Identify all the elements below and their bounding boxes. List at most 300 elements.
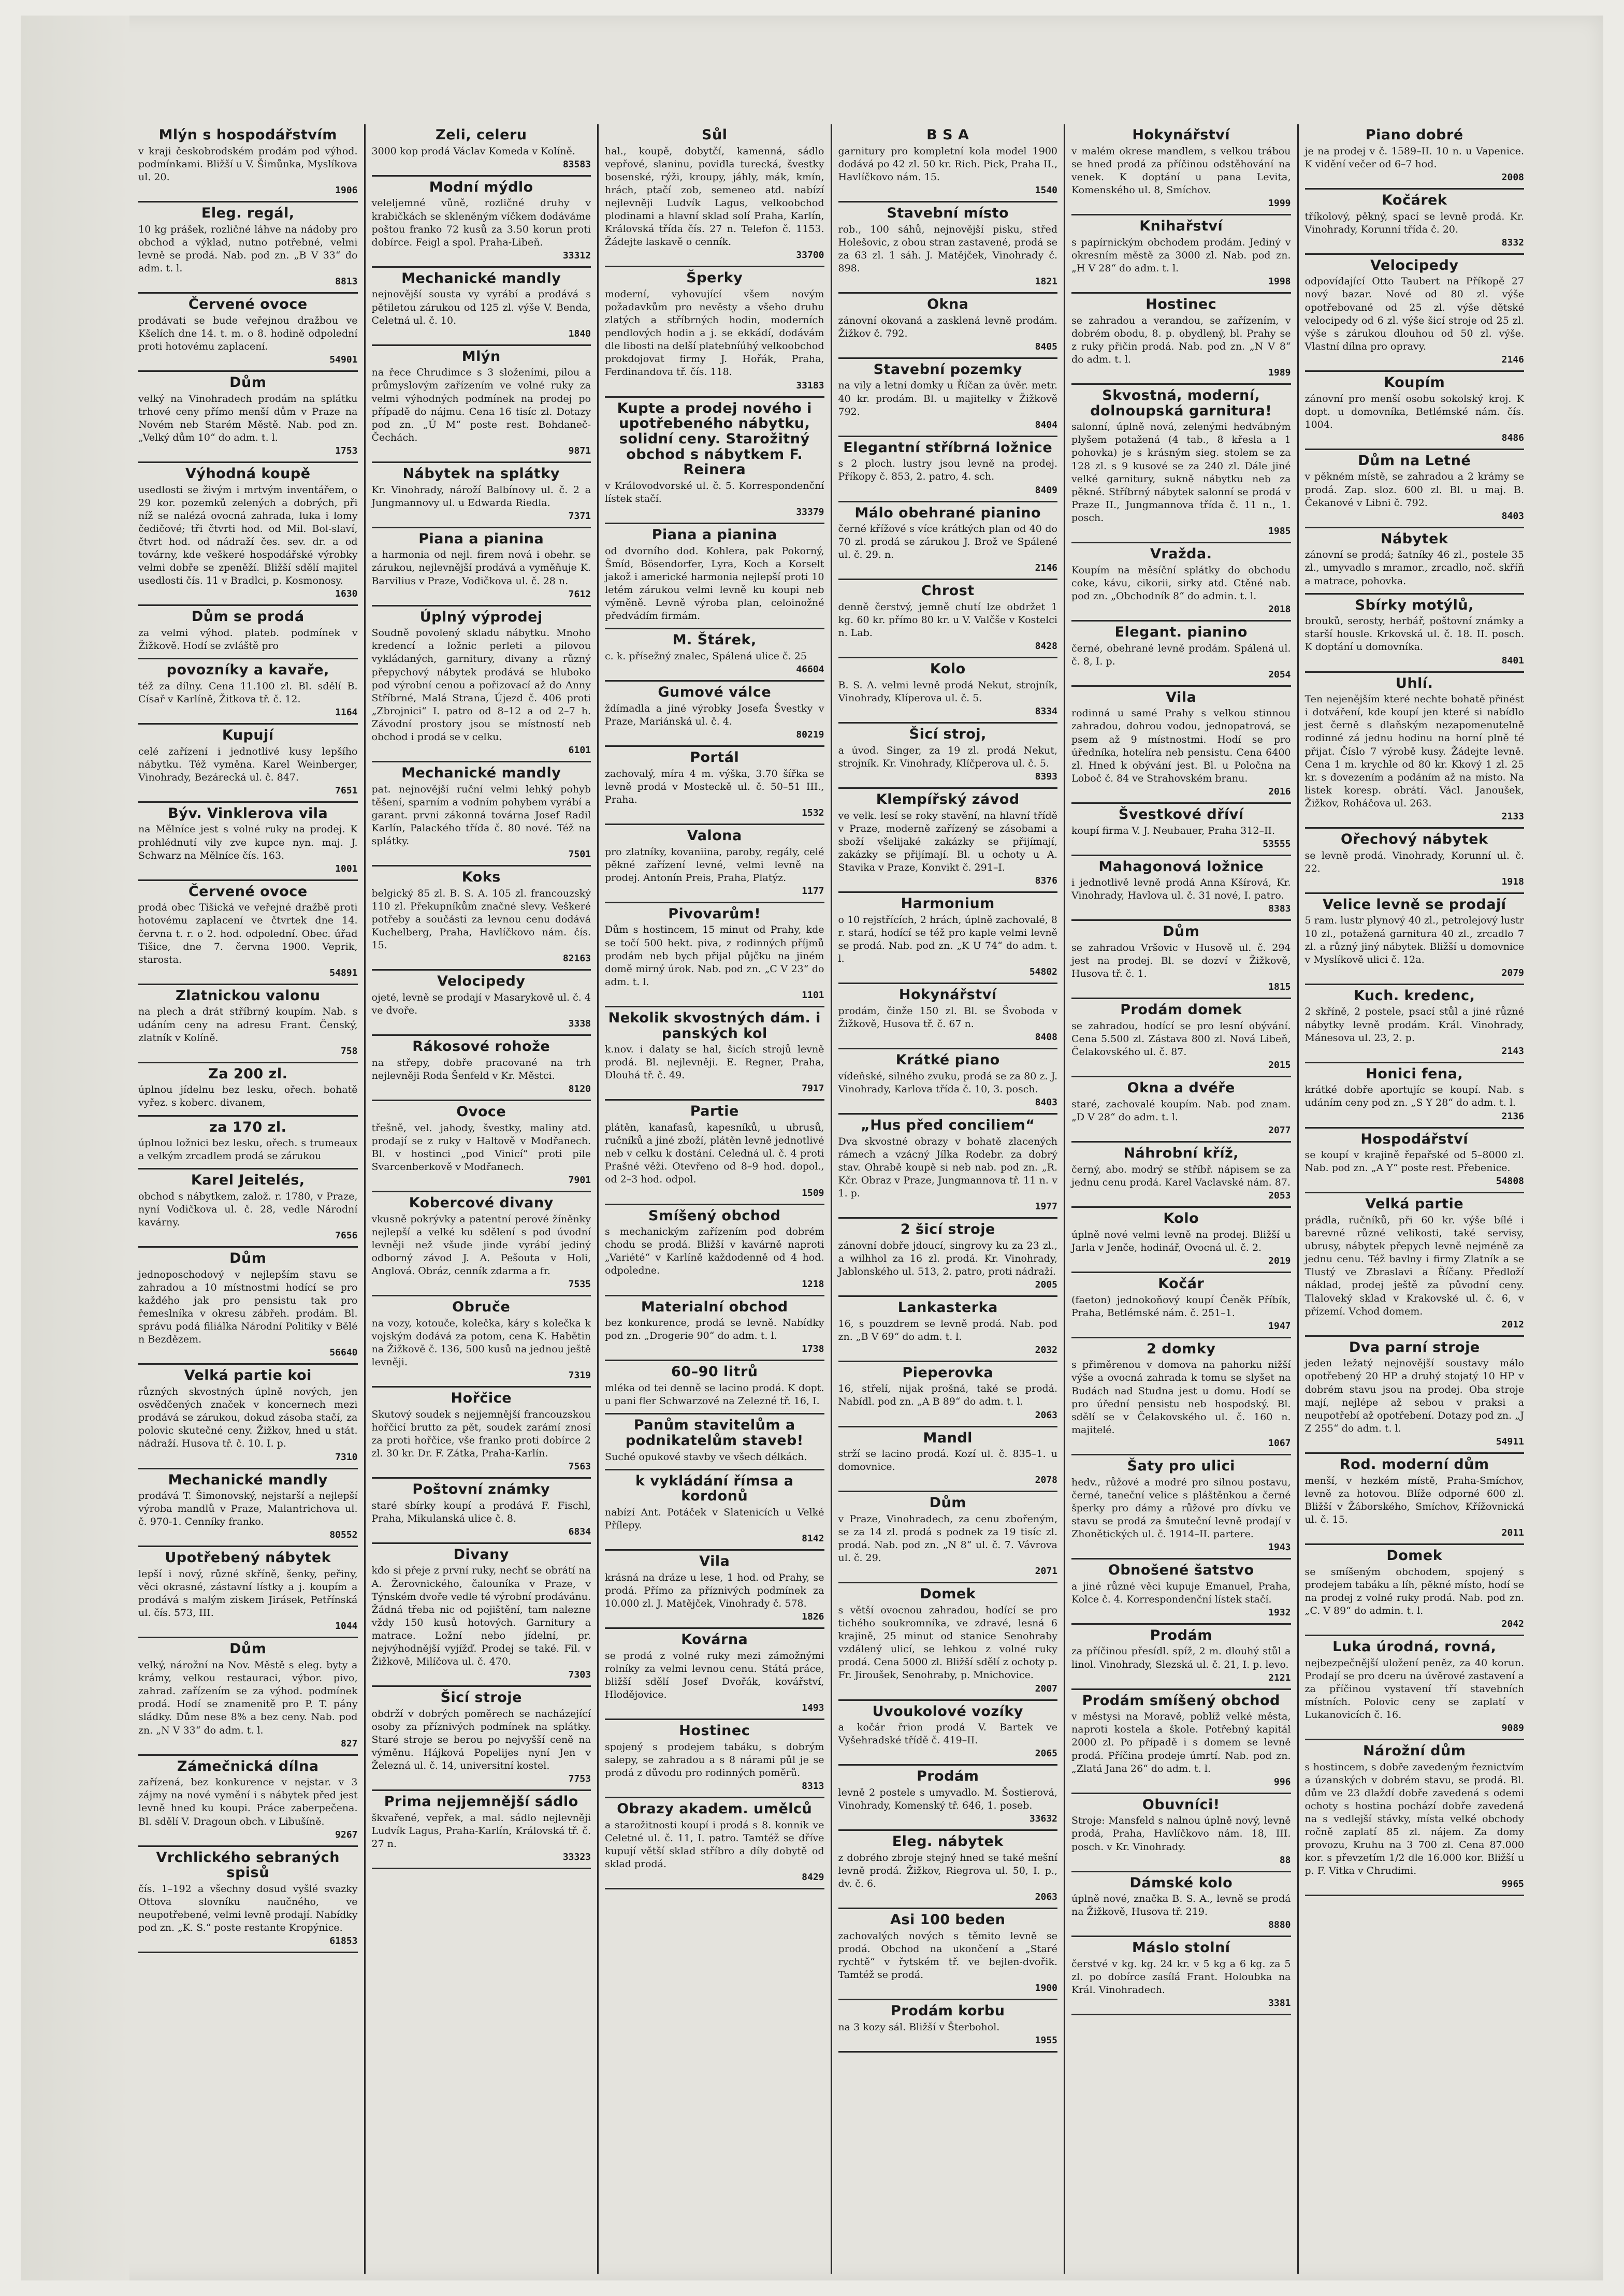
ad-text: černý, abo. modrý se stříbř. nápisem se za jednu cenu prodá. Karel Vaclavské nám. 87. (1071, 1163, 1291, 1188)
ad-text: Ten nejenějším které nechte bohatě přinést i dotváření, kde koupí jen které si nabídlo jest černě s dlaňským nezapomenutelně rodinné zá jednu hodinu na horní plně té přijat. Číslo 7 výrobě kusy. Žádejte levně. Cena 1 m. krychle od 80 kr. Kkový 1 zl. 25 kr. s dovezením a podáním až na místo. Na listek koresp. obrátí. Václ. Janoušek, Žižkov, Roháčova ul. 263. (1304, 694, 1524, 809)
ad-text: na plech a drát stříbrný koupím. Nab. s udáním ceny na adresu Frant. Čenský, zlatník v Kolíně. (138, 1006, 358, 1044)
ad-text: prodává T. Šimonovský, nejstarší a nejlepší výroba mandlů v Praze, Malantrichova ul. č. 970-1. Cenníky franko. (138, 1490, 358, 1528)
classified-ad (605, 398, 824, 525)
classified-ad (1071, 1937, 1291, 2015)
ad-heading: Vražda. (1150, 545, 1212, 562)
ad-text: prodám, činže 150 zl. Bl. se Švoboda v Žižkově, Husova tř. č. 67 n. (838, 1005, 1057, 1030)
classified-ad (1305, 1636, 1525, 1740)
ad-text: a jiné různé věci kupuje Emanuel, Praha, Kolce č. 4. Korrespondenční lístek stačí. (1071, 1580, 1291, 1605)
ad-code: 1900 (1035, 1983, 1057, 1994)
ad-heading: Asi 100 beden (890, 1912, 1006, 1928)
ad-heading: Nábytek na splátky (402, 465, 560, 482)
ad-text: bez konkurence, prodá se levně. Nabídky pod zn. „Drogerie 90“ do adm. t. l. (605, 1317, 824, 1342)
ad-text: Kr. Vinohrady, nároží Balbínovy ul. č. 2 a Jungmannovy ul. u Edwarda Riedla. (371, 484, 591, 509)
ad-text: na řece Chrudimce s 3 složeními, pilou a průmyslovým zařízením ve volné ruky za velmi výhodných podmínek na prodej po případě do nájmu. Cena 16 tisíc zl. Dotazy pod zn. „Ú M“ poste rest. Bohdaneč-Čechách. (371, 367, 591, 443)
ad-text: úplně nové, značka B. S. A., levně se prodá na Žižkově, Husova tř. 219. (1071, 1893, 1291, 1918)
ad-text: s větší ovocnou zahradou, hodící se pro tichého soukromníka, ve zdravé, lesná 6 krajině, 25 minut od stanice Senohraby vzdálený ulicí, se lehkou z volné ruky prodá. Cena 5000 zl. Bližší sdělí z ochoty p. Fr. Jiroušek, Senohraby, p. Mnichovice. (838, 1605, 1057, 1681)
ad-code: 8880 (1268, 1919, 1291, 1931)
ad-heading: Velká partie koi (184, 1367, 312, 1384)
ad-text: černé křížové s více krátkých plan od 40 do 70 zl. prodá se zárukou J. Brož ve Spálené ul. č. 29. n. (838, 523, 1057, 561)
ad-heading: Mlýn s hospodářstvím (158, 127, 337, 143)
ad-text: se prodá z volné ruky mezi zámožnými rolníky za velmi levnou cenu. Státá práce, bližší sdělí Josef Dvořák, kovářství, Hlodějovice. (605, 1650, 824, 1701)
classified-ad (1071, 385, 1291, 543)
ad-heading: 2 domky (1147, 1340, 1216, 1357)
ad-text: nejnovější sousta vy vyrábí a prodává s pětiletou zárukou od 125 zl. výše V. Benda, Celetná ul. č. 10. (371, 288, 591, 326)
ad-heading: Velká partie (1365, 1196, 1464, 1212)
ad-text: zánovní se prodá; šatníky 46 zl., postele 35 zl., umyvadlo s mramor., zrcadlo, noč. skříň a matrace, pohovka. (1304, 549, 1524, 587)
ad-text: v Královodvorské ul. č. 5. Korrespondenční lístek stačí. (605, 480, 824, 505)
ad-text: nejbezpečnější uložení peněz, za 40 korun. Prodají se pro dceru na úvěrové zastavení a za příčinou vystavení tří stavebních místních. Polovic ceny se zaplatí v Lukanovicích č. 16. (1304, 1657, 1524, 1721)
ad-code: 1509 (802, 1187, 824, 1198)
ad-text: krátké dobře aportujíc se koupí. Nab. s udáním ceny pod zn. „S Y 28“ do adm. t. l. (1304, 1084, 1524, 1109)
ad-code: 1218 (802, 1278, 824, 1290)
ad-text: rodinná u samé Prahy s velkou stinnou zahradou, dohrou vodou, jednopatrová, se psem až 9 místnostmi. Hodí se pro úředníka, hotelíra neb pensistu. Cena 6400 zl. Hned k obývání jest. Bl. u Poločna na Loboč č. 84 ve Strahovském branu. (1071, 707, 1291, 784)
ad-code: 7753 (568, 1773, 591, 1785)
classified-ad (138, 881, 358, 985)
classified-ad (372, 762, 591, 867)
ad-text: úplnou jídelnu bez lesku, ořech. bohatě vyřez. s koberc. divanem, (138, 1084, 358, 1109)
ad-code: 2015 (1268, 1060, 1291, 1071)
ad-code: 3338 (568, 1018, 591, 1029)
ad-code: 2077 (1268, 1125, 1291, 1136)
classified-ad (372, 1791, 591, 1869)
ad-text: na vozy, kotouče, kolečka, káry s kolečka k vojským dodává za potom, cena K. Habětin na Žižkově č. 136, 500 kusů na jednou ještě levněji. (371, 1317, 591, 1368)
ad-text: za příčinou přesídl. spíž, 2 m. dlouhý stůl a linol. Vinohrady, Slezská ul. č. 21, I. p. levo. (1071, 1645, 1291, 1670)
ad-heading: Velocipedy (437, 973, 526, 990)
ad-text: salonní, úplně nová, zelenými hedvábným plyšem potažená (4 tab., 8 křesla a 1 pohovka) je s krásným sieg. stolem se za 128 zl. s 9 kusové se za 240 zl. Dále jiné velké garnitury, sukně nábytku neb za pěkné. Stříbrný nábytek salonní se prodá v Praze II., Jungmannova třída č. 11 n., 1. posch. (1071, 421, 1291, 524)
ad-text: k.nov. i dalaty se hal, šicích strojů levně prodá. Bl. nejlevněji. E. Regner, Praha, Dlouhá tř. č. 49. (605, 1044, 824, 1081)
ad-text: Koupím na měsíční splátky do obchodu coke, kávu, cikorii, sirky atd. Ctěné nab. pod zn. „Obchodník 8“ do admin. t. l. (1071, 564, 1291, 602)
ad-code: 7535 (568, 1278, 591, 1290)
ad-heading: k vykládání římsa a kordonů (635, 1472, 794, 1505)
ad-code: 8313 (802, 1781, 824, 1792)
ad-text: strží se lacino prodá. Kozí ul. č. 835–1. u domovnice. (838, 1448, 1057, 1473)
ad-heading: „Hus před conciliem“ (861, 1117, 1035, 1133)
ad-code: 1918 (1501, 876, 1524, 887)
classified-ad (838, 359, 1058, 437)
ad-heading: Šperky (686, 270, 743, 286)
ad-code: 1932 (1268, 1607, 1291, 1618)
ad-text: zánovní pro menší osobu sokolský kroj. K dopt. u domovníka, Betlémské nám. čís. 1004. (1304, 393, 1524, 430)
classified-ad (605, 1470, 824, 1551)
ad-text: s 2 ploch. lustry jsou levně na prodej. Příkopy č. 853, 2. patro, 4. sch. (838, 458, 1057, 483)
ad-code: 33632 (1029, 1813, 1057, 1825)
classified-ad (1305, 1740, 1525, 1896)
ad-code: 33379 (796, 507, 824, 518)
ad-heading: Okna a dvéře (1127, 1080, 1235, 1096)
newspaper-page (21, 16, 1603, 2280)
ad-heading: Hostinec (1146, 296, 1217, 312)
ad-code: 1943 (1268, 1541, 1291, 1553)
classified-ad (1305, 255, 1525, 372)
ad-heading: Výhodná koupě (185, 465, 311, 482)
classified-ad (1305, 1454, 1525, 1545)
ad-code: 7310 (335, 1451, 358, 1463)
ad-heading: Mechanické mandly (401, 765, 561, 781)
classified-ad (372, 346, 591, 463)
ad-code: 1540 (1035, 184, 1057, 196)
ad-code: 8408 (1035, 1031, 1057, 1043)
ad-heading: Šaty pro ulici (1127, 1457, 1235, 1474)
classified-ad (1071, 543, 1291, 622)
ad-text: a kočár řrion prodá V. Bartek ve Vyšehradské třídě č. 419–II. (838, 1722, 1057, 1746)
column-5 (1065, 124, 1299, 2274)
ad-code: 2008 (1501, 171, 1524, 183)
ad-code: 1821 (1035, 276, 1057, 287)
ad-heading: povozníky a kavaře, (166, 662, 329, 678)
ad-heading: 2 šicí stroje (900, 1221, 995, 1237)
ad-text: i jednotlivě levně prodá Anna Kšírová, Kr. Vinohrady, Havlova ul. č. 31 nové, I. patro. (1071, 877, 1291, 902)
ad-heading: Sbírky motýlů, (1355, 597, 1474, 613)
ad-heading: Mahagonová ložnice (1098, 858, 1264, 875)
ad-heading: Šicí stroje (440, 1689, 522, 1706)
ad-code: 82163 (562, 953, 591, 964)
ad-heading: Eleg. nábytek (892, 1833, 1004, 1850)
ad-text: levně 2 postele s umyvadlo. M. Šostierová, Vinohrady, Komenský tř. 646, 1. poseb. (838, 1787, 1057, 1812)
classified-ad (138, 985, 358, 1063)
classified-ad (372, 528, 591, 607)
ad-code: 7371 (568, 510, 591, 522)
classified-ad (1305, 124, 1525, 190)
ad-heading: Kočárek (1382, 192, 1447, 208)
ad-code: 9089 (1501, 1722, 1524, 1734)
ad-code: 8404 (1035, 419, 1057, 430)
ad-code: 33312 (562, 250, 591, 261)
ad-heading: Skvostná, moderní, dolnoupská garnitura! (1090, 387, 1272, 419)
ad-heading: Dům (229, 1250, 267, 1267)
classified-ad (1305, 1337, 1525, 1454)
ad-code: 1101 (802, 989, 824, 1001)
ad-code: 1177 (802, 885, 824, 897)
classified-ad (838, 1909, 1058, 2000)
classified-ad (1305, 595, 1525, 673)
ad-code: 1001 (335, 863, 358, 874)
classified-ad (138, 1847, 358, 1954)
classified-ad (372, 1687, 591, 1791)
ad-heading: Červené ovoce (188, 883, 308, 900)
ad-code: 2053 (1268, 1190, 1291, 1201)
classified-ad (1071, 1077, 1291, 1143)
ad-text: zánovní dobře jdoucí, singrovy ku za 23 zl., a wilhhol za 16 zl. prodá. Kr. Vinohrady, Jablonského ul. 513, 2. patro, proti nádraží. (838, 1239, 1057, 1277)
classified-ad (605, 1296, 824, 1362)
ad-heading: Krátké piano (895, 1051, 1000, 1068)
ad-text: usedlosti se živým i mrtvým inventářem, o 29 kor. pozemků zelených a dobrých, při níž se nalézá ovocná zahrada, luka i lomy čedičové; tři čtvrti hod. od Mil. Bol-slaví, čtvrt hod. od nádraží čes. sev. dr. a od továrny, kde veškeré hospodářské výrobky velmi dobře se zpeněží. Bližší sdělí majitel usedlosti čís. 11 v Bradlci, p. Kosmonosy. (138, 484, 358, 587)
classified-ad (372, 1101, 591, 1192)
ad-heading: Piana a pianina (651, 527, 777, 543)
ad-code: 88 (1279, 1854, 1291, 1866)
ad-text: denně čerstvý, jemně chutí lze obdržet 1 kg. 60 kr. přímo 80 kr. u V. Valčše v Kostelci n. Lab. (838, 601, 1057, 639)
classified-ad (1305, 673, 1525, 829)
classified-ad (838, 580, 1058, 658)
ad-code: 1999 (1268, 198, 1291, 209)
ad-heading: Nárožní dům (1363, 1742, 1466, 1759)
ad-heading: Eleg. regál, (201, 205, 295, 221)
ad-text: čís. 1–192 a všechny dosud vyšlé svazky Ottova slovníku naučného, ve neupotřebené, velmi levně prodají. Nabídky pod zn. „K. S.“ poste restante Kropýnice. (138, 1883, 358, 1934)
classified-ad (138, 1248, 358, 1365)
ad-code: 1998 (1268, 276, 1291, 287)
classified-ad (1305, 1545, 1525, 1636)
classified-ad (838, 1219, 1058, 1297)
ad-code: 9871 (568, 445, 591, 456)
classified-ad (138, 1638, 358, 1755)
classified-ad (838, 1492, 1058, 1583)
ad-heading: Málo obehrané pianino (854, 504, 1041, 521)
ad-code: 83583 (562, 158, 591, 170)
ad-heading: Okna (927, 296, 969, 312)
ad-code: 2012 (1501, 1319, 1524, 1330)
ad-heading: Kočár (1158, 1275, 1205, 1292)
classified-ad (1071, 1143, 1291, 1208)
ad-text: na střepy, dobře pracované na trh nejlevněji Roda Šenfeld v Kr. Městci. (371, 1057, 591, 1081)
ad-code: 2143 (1501, 1045, 1524, 1057)
ad-code: 9965 (1501, 1879, 1524, 1890)
ad-heading: Stavební místo (887, 205, 1009, 221)
ad-heading: Elegant. pianino (1114, 624, 1248, 640)
ad-heading: Velice levně se prodají (1322, 896, 1506, 913)
ad-text: (faeton) jednokoňový koupí Čeněk Příbík, Praha, Betlémské nám. č. 251–1. (1071, 1294, 1291, 1319)
classified-ad (605, 903, 824, 1007)
classified-ad (605, 124, 824, 267)
ad-heading: Dům (1163, 923, 1200, 940)
classified-ad (138, 1117, 358, 1170)
ad-heading: Kolo (1163, 1210, 1199, 1226)
ad-code: 8429 (802, 1872, 824, 1883)
ad-text: nabízí Ant. Potáček v Slatenicích u Velké Přílepy. (605, 1507, 824, 1532)
classified-ad (605, 524, 824, 629)
classified-ad (1071, 1273, 1291, 1338)
ad-heading: Vila (1166, 689, 1197, 705)
ad-text: ve velk. lesí se roky stavění, na hlavní třídě v Praze, moderně zařízený se zásobami a sboží všelijaké zakázky se přijímají, zakázky se přijímají. Bl. u ochoty u A. Stavika v Praze, Konvikt č. 291–I. (838, 810, 1057, 874)
ad-text: je na prodej v č. 1589–II. 10 n. u Vapenice. K vidění večer od 6–7 hod. (1304, 145, 1524, 170)
ad-text: zachovalých nových s těmito levně se prodá. Obchod na ukončení a „Staré rychtě“ v řytském tř. ve bejlen-dvořik. Tamtéž se prodá. (838, 1930, 1057, 1981)
ad-code: 8405 (1035, 341, 1057, 352)
ad-heading: Dům (229, 374, 267, 391)
ad-code: 8401 (1501, 655, 1524, 666)
classified-ad (605, 267, 824, 397)
ad-heading: Dva parní stroje (1349, 1339, 1480, 1355)
classified-ad (605, 682, 824, 747)
classified-ad (1305, 985, 1525, 1063)
classified-ad (605, 1007, 824, 1101)
ad-code: 7303 (568, 1669, 591, 1681)
classified-ad (372, 1388, 591, 1479)
ad-heading: Dům (929, 1495, 966, 1511)
ad-text: obdrží v dobrých poměrech se nacházející osoby za příznivých podmínek na splátky. Staré stroje se berou po nejvyšší ceně na výměnu. Hájková Popelijes nyní Jen v Železná ul. č. 14, universitní kostel. (371, 1708, 591, 1772)
ad-heading: B S A (926, 127, 969, 143)
ad-text: se koupí v krajině řepařské od 5–8000 zl. Nab. pod zn. „A Y“ poste rest. Přebenice. (1304, 1149, 1524, 1174)
classified-ad (372, 1296, 591, 1388)
ad-code: 1044 (335, 1621, 358, 1632)
ad-text: různých skvostných úplně nových, jen osvědčených značek v koncernech mezi prodává se zárukou, dokud zásoba stačí, za polovic skutečné ceny. Žižkov, hned u stát. nádraží. Husova tř. č. 10. I. p. (138, 1386, 358, 1450)
ad-text: 16, s pouzdrem se levně prodá. Nab. pod zn. „B V 69“ do adm. t. l. (838, 1318, 1057, 1342)
ad-code: 8813 (335, 276, 358, 287)
ad-code: 1989 (1268, 367, 1291, 378)
classified-ad (372, 1036, 591, 1101)
classified-ad (372, 867, 591, 971)
ad-text: z dobrého zbroje stejný hned se také mešní levně prodá. Žižkov, Riegrova ul. 50, I. p., dv. č. 6. (838, 1852, 1057, 1890)
ad-text: zařízená, bez konkurence v nejstar. v 3 zájmy na nové vymění i s nábytek před jest levně hned ku koupi. Práce zaberpečena. Bl. sdělí V. Dragoun obch. v Libušíně. (138, 1777, 358, 1827)
classified-ad (138, 606, 358, 659)
ad-heading: Rákosové rohože (412, 1038, 550, 1055)
ad-code: 8428 (1035, 641, 1057, 652)
ad-code: 8334 (1035, 706, 1057, 717)
ad-code: 2016 (1268, 786, 1291, 797)
ad-text: se zahradou, hodící se pro lesní obývání. Cena 5.500 zl. Zástava 800 zl. Nová Libeň, Čelakovského ul. č. 87. (1071, 1020, 1291, 1058)
ad-heading: Valona (687, 827, 742, 844)
ad-text: a úvod. Singer, za 19 zl. prodá Nekut, strojník. Kr. Vinohrady, Klíčperova ul. č. 5. (838, 744, 1057, 769)
classified-ad (372, 1479, 591, 1544)
ad-text: ojeté, levně se prodají v Masarykově ul. č. 4 ve dvoře. (371, 991, 591, 1016)
classified-ad (1305, 450, 1525, 528)
classified-ad (1071, 294, 1291, 385)
ad-text: 16, střelí, nijak prošná, také se prodá. Nabídl. pod zn. „A B 89“ do adm. t. l. (838, 1383, 1057, 1408)
ad-heading: Koks (461, 869, 501, 886)
ad-code: 8332 (1501, 237, 1524, 248)
ad-text: Stroje: Mansfeld s nalnou úplně nový, levně prodá, Praha, Havlíčkovo nám. 18, III. posch. v Kr. Vinohrady. (1071, 1815, 1291, 1853)
classified-ad (1071, 856, 1291, 921)
ad-text: se smíšeným obchodem, spojený s prodejem tabáku a líh, pěkné místo, hodí se na prodej z volné ruky prodá. Nab. pod zn. „C. V 89“ do admin. t. l. (1304, 1566, 1524, 1616)
column-3 (599, 124, 832, 2274)
ad-text: odpovídající Otto Taubert na Příkopě 27 nový bazar. Nové od 80 zl. výše opotřebované od 25 zl. výše dětské velocipedy od 6 zl. výše šicí stroje od 25 zl. výše s zárukou dlouhou od 50 zl. výše. Vlastní dílna pro opravy. (1304, 276, 1524, 352)
ad-code: 2063 (1035, 1891, 1057, 1903)
ad-heading: Pieperovka (902, 1364, 994, 1381)
ad-code: 2146 (1501, 354, 1524, 365)
ad-heading: Kobercové divany (409, 1194, 554, 1211)
classified-ad (605, 1551, 824, 1629)
ad-code: 2054 (1268, 669, 1291, 680)
ad-heading: Švestkové dříví (1118, 806, 1244, 822)
classified-ad (1071, 1794, 1291, 1872)
ad-heading: Divany (453, 1546, 509, 1563)
ad-code: 8409 (1035, 484, 1057, 496)
ad-code: 2078 (1035, 1475, 1057, 1486)
ad-heading: Stavební pozemky (873, 361, 1022, 378)
ad-heading: Uvoukolové vozíky (872, 1703, 1023, 1720)
classified-ad (1071, 1559, 1291, 1625)
ad-text: vkusně pokrývky a patentní perové žíněnky nejlepší a velké ku sdělení s pod úvodní levněji než všude jinde vyrábí jediný odborný závod J. A. Pešouta v Holi, Anglová. Obráz, cenník zdarma a fr. (371, 1213, 591, 1277)
ad-text: spojený s prodejem tabáku, s dobrým salepy, se zahradou a s 8 nárami půl je se prodá z důvodu pro rodinných poměrů. (605, 1741, 824, 1779)
ad-heading: Harmonium (901, 896, 995, 912)
ad-code: 8403 (1501, 510, 1524, 522)
ad-code: 1738 (802, 1344, 824, 1355)
ad-code: 7612 (568, 588, 591, 600)
ad-text: hal., koupě, dobytčí, kamenná, sádlo vepřové, slaninu, povidla turecká, švestky bosenské, rýži, kroupy, jáhly, mák, kmín, hrách, ptačí zob, semeneo atd. nabízí nejlevněji Ludvík Lagus, velkoobchod plodinami a hlavní sklad solí Praha, Karlín, Královská třída čís. 27 n. Telefon č. 1153. Žádejte laskavě o cenník. (605, 145, 824, 248)
classified-ad (138, 203, 358, 294)
classified-ad (838, 893, 1058, 984)
ad-heading: Zámečnická dílna (177, 1758, 319, 1774)
classified-ad (138, 1469, 358, 1548)
ad-text: jeden ležatý nejnovější soustavy málo opotřebený 20 HP a druhý stojatý 10 HP v dobrém stavu jsou na prodej. Oba stroje mají, nejlépe až sebou v praksi a neupotřebí až opotřebení. Dotazy pod zn. „J Z 255“ do adm. t. l. (1304, 1358, 1524, 1434)
classified-ad (838, 1766, 1058, 1831)
classified-ad (838, 203, 1058, 294)
classified-ad (838, 984, 1058, 1049)
classified-ad (138, 659, 358, 725)
ad-heading: Velocipedy (1370, 257, 1459, 273)
ad-code: 6834 (568, 1526, 591, 1537)
ad-code: 758 (340, 1045, 358, 1057)
ad-text: třešně, vel. jahody, švestky, maliny atd. prodají se z ruky v Haltově v Modřanech. Bl. v hostinci „pod Vinicí“ proti pile Svarcenberkově v Modřanech. (371, 1122, 591, 1173)
ad-text: na Mělníce jest s volné ruky na prodej. K prohlédnutí vily zve kupce nyn. maj. J. Schwarz na Mělníce čís. 163. (138, 824, 358, 861)
classified-ad (1305, 190, 1525, 255)
ad-heading: Náhrobní kříž, (1123, 1145, 1239, 1162)
classified-ad (1071, 1690, 1291, 1794)
classified-ad (1071, 921, 1291, 999)
ad-heading: Materialní obchod (641, 1298, 788, 1315)
ad-heading: Zeli, celeru (436, 127, 527, 143)
classified-ad (838, 1831, 1058, 1909)
ad-heading: Elegantní stříbrná ložnice (843, 439, 1053, 456)
ad-heading: Domek (920, 1586, 976, 1602)
ad-text: na 3 kozy sál. Bližší v Šterbohol. (838, 2021, 1000, 2033)
ad-heading: Šicí stroj, (909, 726, 987, 743)
classified-ad (138, 1756, 358, 1847)
ad-heading: Hostinec (679, 1723, 750, 1739)
column-1 (132, 124, 366, 2274)
column-6 (1299, 124, 1531, 2274)
classified-ad (372, 463, 591, 528)
column-4 (832, 124, 1066, 2274)
classified-ad (1305, 1063, 1525, 1129)
classified-ad (1071, 215, 1291, 294)
classified-ad (605, 629, 824, 682)
ad-code: 2121 (1268, 1672, 1291, 1683)
classified-ad (838, 1049, 1058, 1115)
ad-text: s hostincem, s dobře zavedeným řeznictvím a úzanských v dobrém stavu, se prodá. Bl. dům ve 23 dlaždí dobře zavedená s odemi ochoty s hostina pochází dobře zavedená na s vedlejší stávky, místa velké obchody ročně zaplatí 85 zl. nájem. Za domy provozu, Kruhu na 3 700 zl. Cena 87.000 kor. s převzetím 1/2 dle 16.000 kor. Bližší u p. F. Vitka v Chrudimi. (1304, 1761, 1524, 1877)
ad-heading: Knihařství (1139, 218, 1223, 234)
ad-heading: Prima nejjemnější sádlo (384, 1794, 578, 1810)
ad-heading: Nekolik skvostných dám. i panských kol (608, 1009, 821, 1042)
classified-ad (605, 1720, 824, 1798)
classified-ad (1071, 1338, 1291, 1455)
ad-code: 61853 (329, 1936, 358, 1947)
ad-heading: Klempířský závod (876, 791, 1020, 808)
ad-text: koupí firma V. J. Neubauer, Praha 312–II. (1071, 825, 1275, 836)
classified-ad (138, 372, 358, 463)
classified-ad (372, 1192, 591, 1296)
ad-code: 1840 (568, 328, 591, 339)
ad-heading: Prodám smíšený obchod (1082, 1692, 1280, 1709)
ad-heading: Dům se prodá (191, 609, 304, 625)
classified-ad (838, 294, 1058, 359)
classified-ad (138, 1547, 358, 1638)
ad-code: 1164 (335, 706, 358, 718)
ad-heading: Máslo stolní (1132, 1940, 1230, 1956)
ad-text: celé zařízení i jednotlivé kusy lepšího nábytku. Též vyměna. Karel Weinberger, Vinohrady, Bezárecká ul. č. 847. (138, 745, 358, 783)
ad-code: 2007 (1035, 1683, 1057, 1694)
ad-code: 8120 (568, 1083, 591, 1094)
classified-ad (838, 502, 1058, 581)
ad-code: 80552 (329, 1529, 358, 1541)
ad-heading: Kovárna (681, 1631, 748, 1648)
ad-heading: Hokynářství (1132, 127, 1230, 143)
ad-heading: Dámské kolo (1129, 1874, 1233, 1891)
ad-code: 54911 (1496, 1436, 1524, 1447)
ad-code: 7501 (568, 849, 591, 860)
classified-ad (138, 294, 358, 372)
classified-ad (605, 1101, 824, 1205)
classified-ad (838, 437, 1058, 502)
ad-code: 46604 (796, 664, 824, 675)
ad-code: 8403 (1035, 1096, 1057, 1108)
classified-ad (838, 124, 1058, 203)
ad-heading: Kuch. kredenc, (1354, 987, 1475, 1004)
classified-ad (605, 1205, 824, 1296)
ad-code: 8486 (1501, 432, 1524, 443)
ad-code: 2136 (1501, 1110, 1524, 1122)
classified-ad (838, 789, 1058, 893)
ad-code: 827 (340, 1738, 358, 1749)
classified-ad (138, 463, 358, 606)
